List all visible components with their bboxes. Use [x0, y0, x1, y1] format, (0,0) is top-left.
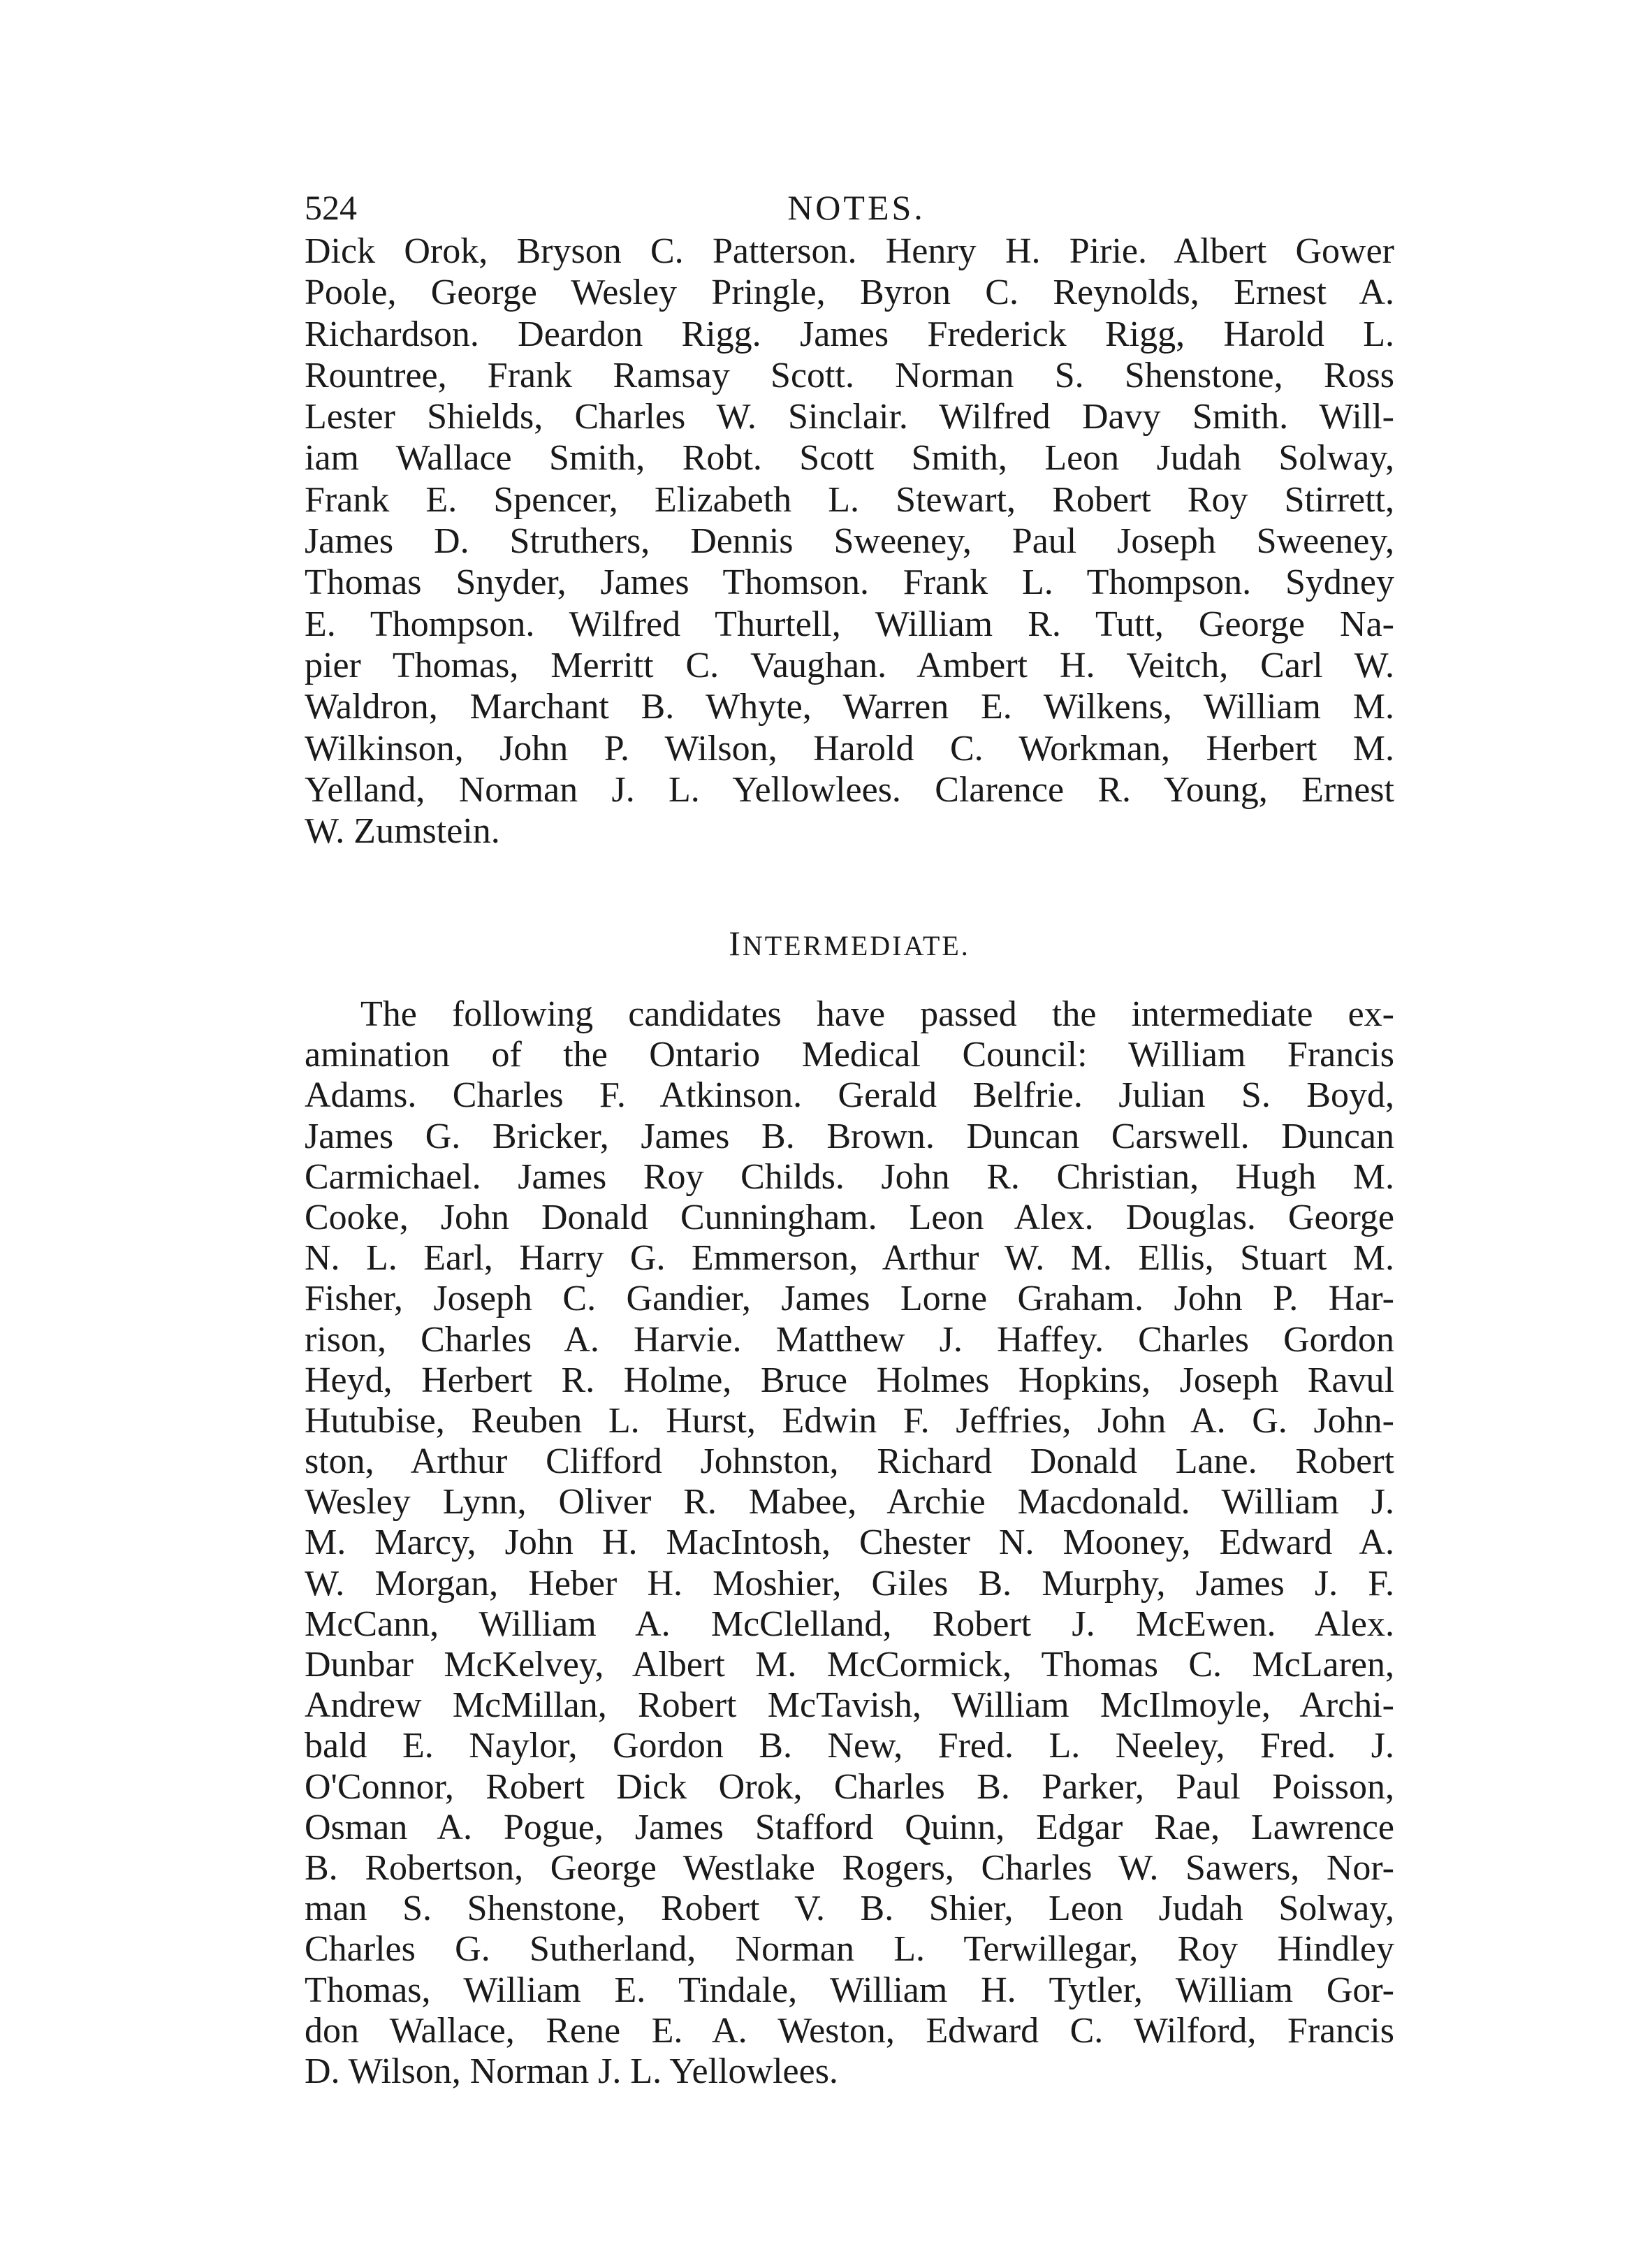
- page-number: 524: [305, 188, 357, 227]
- text-line: McCann, William A. McClelland, Robert J. McEwen. Alex.: [305, 1604, 1394, 1644]
- text-line: Thomas, William E. Tindale, William H. Tytler, William Gor-: [305, 1970, 1394, 2010]
- text-line: Waldron, Marchant B. Whyte, Warren E. Wilkens, William M.: [305, 687, 1394, 727]
- text-line: bald E. Naylor, Gordon B. New, Fred. L. Neeley, Fred. J.: [305, 1726, 1394, 1766]
- text-line: Thomas Snyder, James Thomson. Frank L. Thompson. Sydney: [305, 562, 1394, 603]
- text-line: iam Wallace Smith, Robt. Scott Smith, Leon Judah Solway,: [305, 438, 1394, 479]
- text-line: Poole, George Wesley Pringle, Byron C. Reynolds, Ernest A.: [305, 272, 1394, 313]
- running-title: NOTES.: [787, 188, 926, 227]
- text-line: B. Robertson, George Westlake Rogers, Charles W. Sawers, Nor-: [305, 1847, 1394, 1888]
- text-line: Osman A. Pogue, James Stafford Quinn, Edgar Rae, Lawrence: [305, 1807, 1394, 1847]
- text-line: Yelland, Norman J. L. Yellowlees. Clarence R. Young, Ernest: [305, 769, 1394, 810]
- text-line: N. L. Earl, Harry G. Emmerson, Arthur W. M. Ellis, Stuart M.: [305, 1238, 1394, 1279]
- running-head: [305, 183, 1394, 232]
- text-line: Richardson. Deardon Rigg. James Frederick Rigg, Harold L.: [305, 314, 1394, 354]
- text-line: Cooke, John Donald Cunningham. Leon Alex. Douglas. George: [305, 1197, 1394, 1237]
- text-line: E. Thompson. Wilfred Thurtell, William R. Tutt, George Na-: [305, 604, 1394, 644]
- text-line: man S. Shenstone, Robert V. B. Shier, Leon Judah Solway,: [305, 1889, 1394, 1929]
- text-line: amination of the Ontario Medical Council: William Francis: [305, 1035, 1394, 1075]
- graduate-list-continued: [305, 231, 1394, 852]
- text-line: Frank E. Spencer, Elizabeth L. Stewart, Robert Roy Stirrett,: [305, 479, 1394, 520]
- text-line: The following candidates have passed the intermediate ex-: [360, 994, 1394, 1034]
- text-line: pier Thomas, Merritt C. Vaughan. Ambert H. Veitch, Carl W.: [305, 645, 1394, 685]
- section-heading-intermediate: [305, 922, 1394, 967]
- text-line: Dick Orok, Bryson C. Patterson. Henry H. Pirie. Albert Gower: [305, 231, 1394, 271]
- heading-rest: NTERMEDIATE.: [742, 930, 970, 961]
- text-line: O'Connor, Robert Dick Orok, Charles B. Parker, Paul Poisson,: [305, 1766, 1394, 1807]
- heading-initial: I: [729, 924, 743, 963]
- text-line: Fisher, Joseph C. Gandier, James Lorne Graham. John P. Har-: [305, 1279, 1394, 1319]
- text-line: Wesley Lynn, Oliver R. Mabee, Archie Macdonald. William J.: [305, 1482, 1394, 1522]
- text-line: Andrew McMillan, Robert McTavish, William McIlmoyle, Archi-: [305, 1685, 1394, 1726]
- text-line: Lester Shields, Charles W. Sinclair. Wilfred Davy Smith. Will-: [305, 397, 1394, 437]
- text-line: Adams. Charles F. Atkinson. Gerald Belfrie. Julian S. Boyd,: [305, 1075, 1394, 1116]
- text-line: Wilkinson, John P. Wilson, Harold C. Workman, Herbert M.: [305, 728, 1394, 769]
- text-line: W. Zumstein.: [305, 811, 500, 852]
- text-line: Rountree, Frank Ramsay Scott. Norman S. Shenstone, Ross: [305, 355, 1394, 395]
- text-line: Dunbar McKelvey, Albert M. McCormick, Thomas C. McLaren,: [305, 1645, 1394, 1685]
- text-line: Heyd, Herbert R. Holme, Bruce Holmes Hopkins, Joseph Ravul: [305, 1360, 1394, 1400]
- text-line: don Wallace, Rene E. A. Weston, Edward C. Wilford, Francis: [305, 2010, 1394, 2051]
- text-line: Carmichael. James Roy Childs. John R. Christian, Hugh M.: [305, 1156, 1394, 1197]
- text-line: Charles G. Sutherland, Norman L. Terwillegar, Roy Hindley: [305, 1929, 1394, 1970]
- text-line: D. Wilson, Norman J. L. Yellowlees.: [305, 2051, 838, 2091]
- text-line: James G. Bricker, James B. Brown. Duncan Carswell. Duncan: [305, 1116, 1394, 1156]
- text-line: ston, Arthur Clifford Johnston, Richard Donald Lane. Robert: [305, 1441, 1394, 1482]
- text-line: Hutubise, Reuben L. Hurst, Edwin F. Jeffries, John A. G. John-: [305, 1400, 1394, 1441]
- intermediate-paragraph: [305, 994, 1394, 2092]
- text-line: James D. Struthers, Dennis Sweeney, Paul Joseph Sweeney,: [305, 521, 1394, 562]
- text-line: rison, Charles A. Harvie. Matthew J. Haffey. Charles Gordon: [305, 1319, 1394, 1360]
- text-line: W. Morgan, Heber H. Moshier, Giles B. Murphy, James J. F.: [305, 1563, 1394, 1604]
- text-line: M. Marcy, John H. MacIntosh, Chester N. Mooney, Edward A.: [305, 1522, 1394, 1563]
